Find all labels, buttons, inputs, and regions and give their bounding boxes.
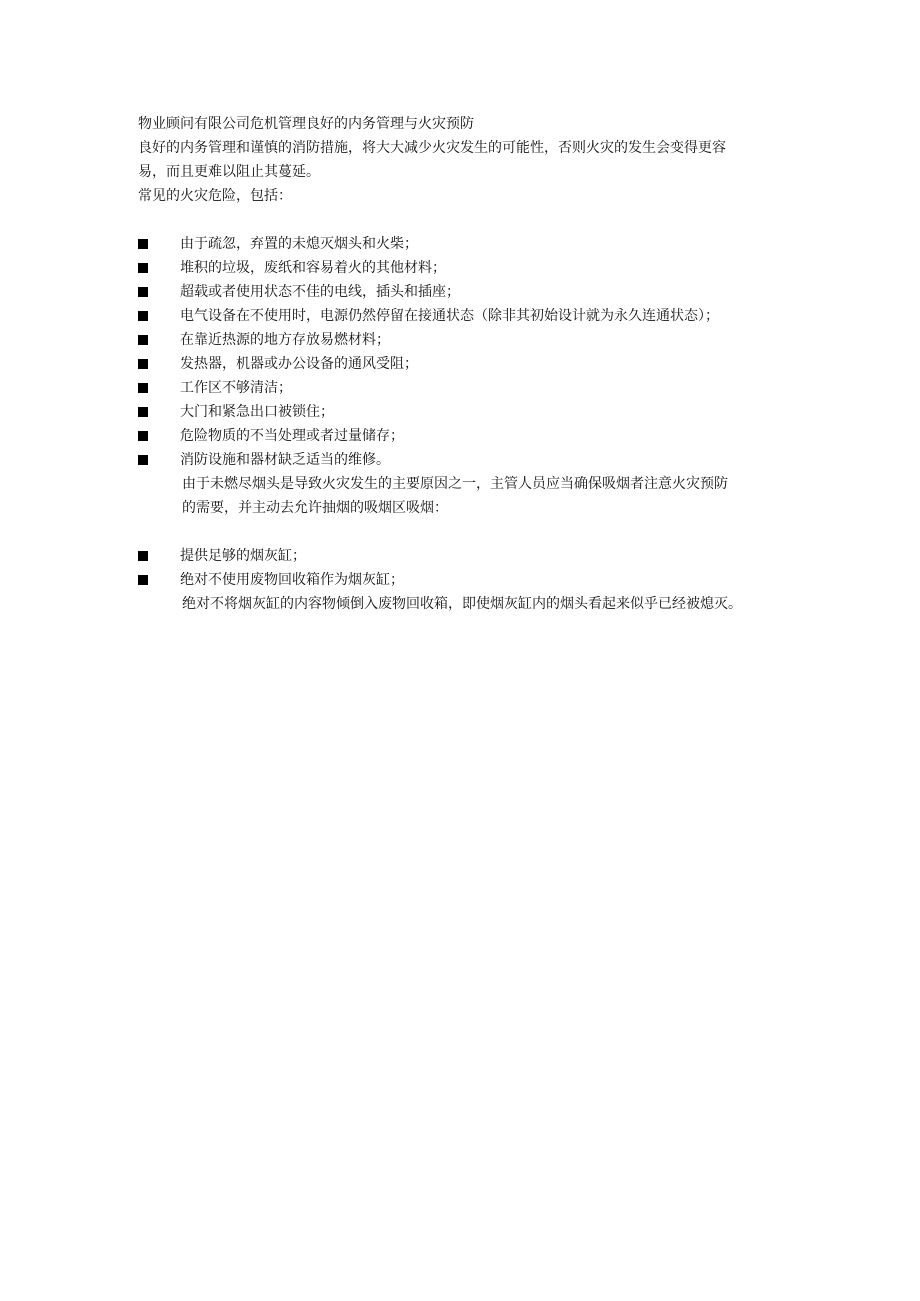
list-item (138, 424, 818, 448)
square-bullet-icon (138, 551, 148, 561)
square-bullet-icon (138, 263, 148, 273)
list-item-text: 消防设施和器材缺乏适当的维修。 (180, 452, 390, 468)
list-item (138, 232, 818, 256)
list-item (138, 568, 818, 592)
square-bullet-icon (138, 311, 148, 321)
smoking-rules-list (138, 544, 818, 592)
list-item-text: 堆积的垃圾，废纸和容易着火的其他材料； (180, 260, 446, 276)
square-bullet-icon (138, 455, 148, 465)
list-item-text: 绝对不使用废物回收箱作为烟灰缸； (180, 572, 404, 588)
list-item (138, 304, 818, 328)
list-item (138, 352, 818, 376)
list-item (138, 328, 818, 352)
document-title: 物业顾问有限公司危机管理良好的内务管理与火灾预防 (138, 116, 474, 132)
list-item-text: 提供足够的烟灰缸； (180, 548, 306, 564)
list-item-text: 工作区不够清洁； (180, 380, 292, 396)
list-item (138, 280, 818, 304)
list-item-text: 超载或者使用状态不佳的电线，插头和插座； (180, 284, 460, 300)
closing-line: 绝对不将烟灰缸的内容物倾倒入废物回收箱，即使烟灰缸内的烟头看起来似乎已经被熄灭。 (182, 596, 742, 612)
smoking-line-2: 的需要，并主动去允许抽烟的吸烟区吸烟： (182, 500, 448, 516)
list-item-text: 在靠近热源的地方存放易燃材料； (180, 332, 390, 348)
list-item-text: 由于疏忽，弃置的未熄灭烟头和火柴； (180, 236, 418, 252)
list-item-text: 发热器，机器或办公设备的通风受阻； (180, 356, 418, 372)
hazards-list (138, 232, 818, 472)
document-body (138, 112, 818, 616)
list-item-text: 危险物质的不当处理或者过量储存； (180, 428, 404, 444)
list-item (138, 400, 818, 424)
list-item-text: 电气设备在不使用时，电源仍然停留在接通状态（除非其初始设计就为永久连通状态）； (180, 308, 719, 324)
list-item (138, 448, 818, 472)
list-item (138, 256, 818, 280)
square-bullet-icon (138, 239, 148, 249)
square-bullet-icon (138, 335, 148, 345)
list-item-text: 大门和紧急出口被锁住； (180, 404, 334, 420)
square-bullet-icon (138, 407, 148, 417)
square-bullet-icon (138, 431, 148, 441)
square-bullet-icon (138, 287, 148, 297)
square-bullet-icon (138, 575, 148, 585)
list-item (138, 544, 818, 568)
square-bullet-icon (138, 359, 148, 369)
intro-line-1: 良好的内务管理和谨慎的消防措施，将大大减少火灾发生的可能性，否则火灾的发生会变得更容 (138, 140, 726, 156)
hazards-heading: 常见的火灾危险，包括： (138, 188, 292, 204)
spacer (138, 208, 818, 232)
spacer (138, 520, 818, 544)
smoking-line-1: 由于未燃尽烟头是导致火灾发生的主要原因之一，主管人员应当确保吸烟者注意火灾预防 (182, 476, 728, 492)
list-item (138, 376, 818, 400)
square-bullet-icon (138, 383, 148, 393)
intro-line-2: 易，而且更难以阻止其蔓延。 (138, 164, 320, 180)
